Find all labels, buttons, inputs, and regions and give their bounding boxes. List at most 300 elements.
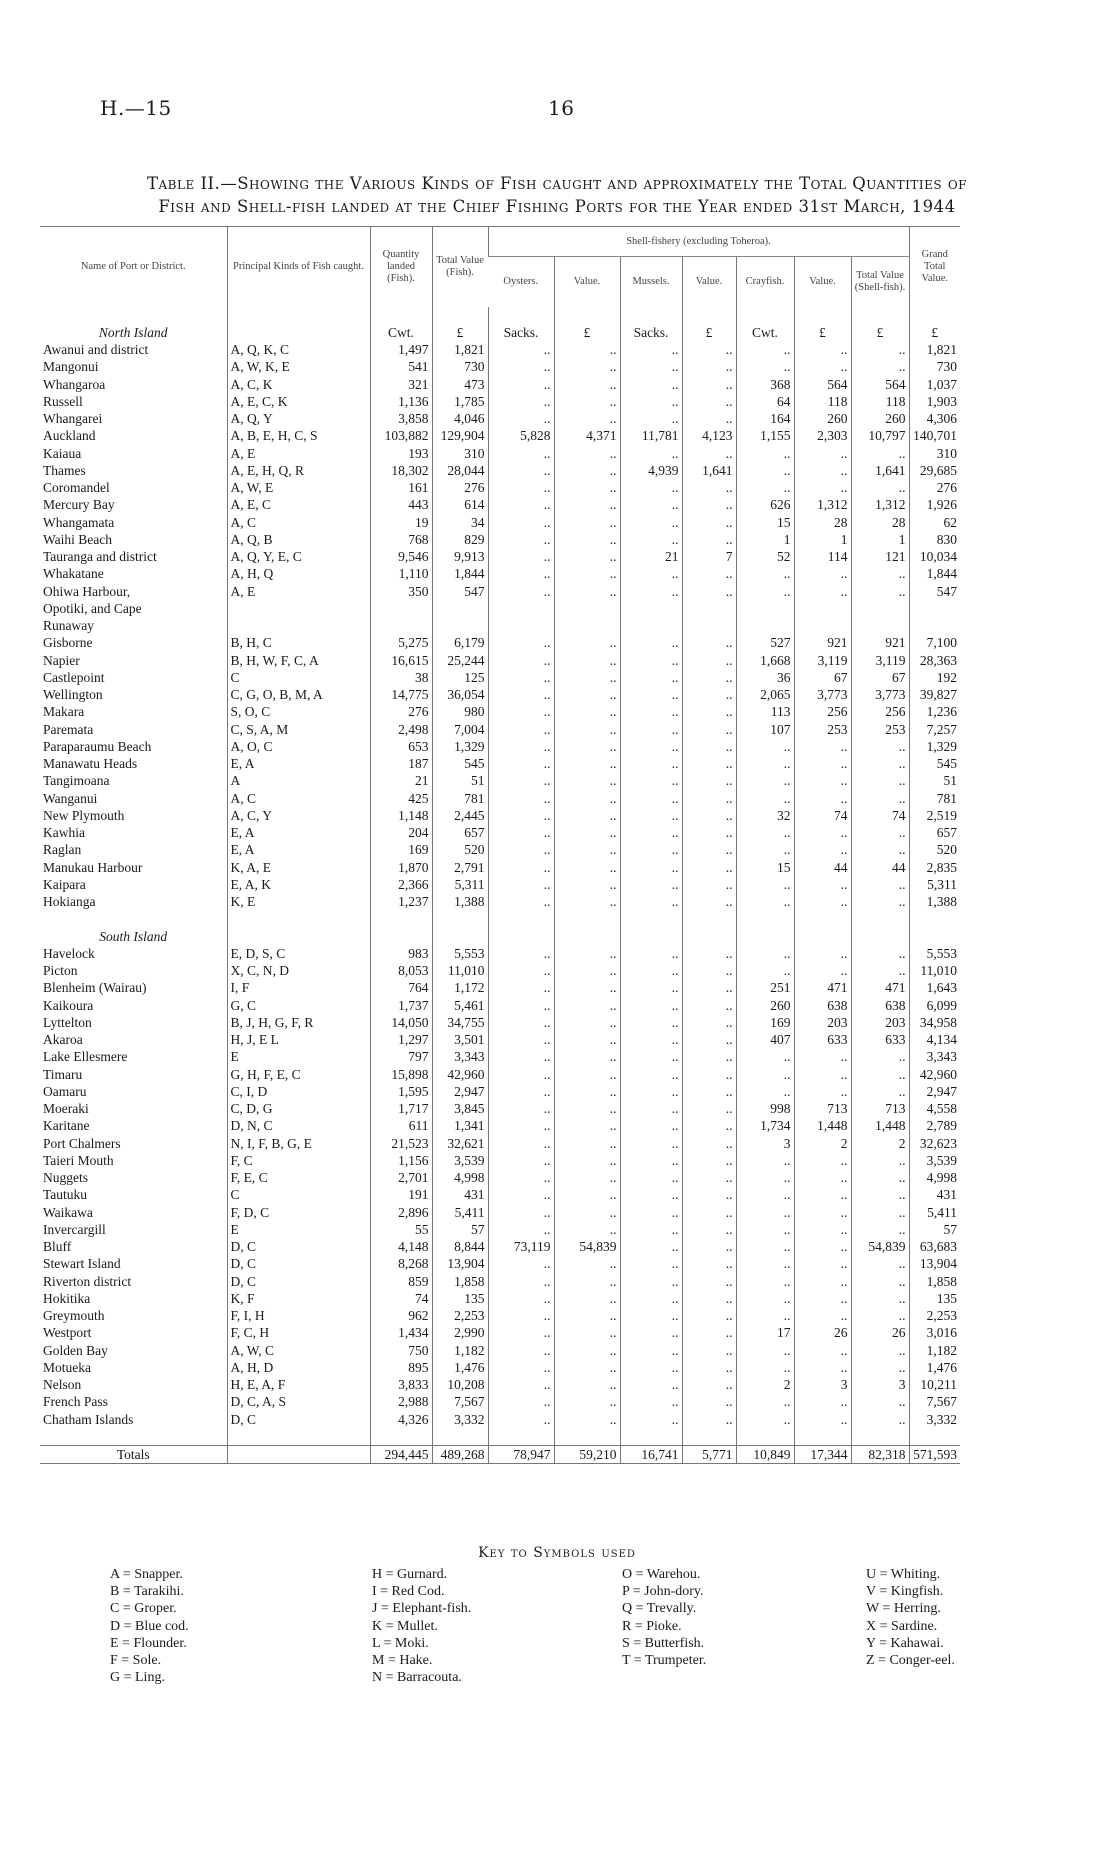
value-cell: .. <box>682 410 736 427</box>
value-cell: .. <box>736 772 794 789</box>
value-cell: 10,797 <box>851 427 909 444</box>
value-cell: .. <box>488 876 554 893</box>
port-name-cell: Russell <box>43 393 83 409</box>
value-cell: 8,268 <box>370 1255 432 1272</box>
value-cell: .. <box>620 393 682 410</box>
value-cell <box>736 617 794 634</box>
value-cell: 51 <box>909 772 960 789</box>
table-row <box>40 1238 960 1255</box>
key-entry: C = Groper. <box>110 1601 177 1617</box>
fish-kinds-cell: A, Q, K, C <box>227 341 370 358</box>
value-cell: .. <box>554 962 620 979</box>
fish-kinds-cell: F, C <box>227 1152 370 1169</box>
value-cell: .. <box>488 1393 554 1410</box>
value-cell: 74 <box>851 807 909 824</box>
value-cell: .. <box>620 1324 682 1341</box>
key-entry: V = Kingfish. <box>866 1584 944 1600</box>
key-entry: Z = Conger-eel. <box>866 1653 955 1669</box>
value-cell: 768 <box>370 531 432 548</box>
port-name-cell: Waikawa <box>43 1204 93 1220</box>
value-cell: .. <box>682 1376 736 1393</box>
value-cell: 2,988 <box>370 1393 432 1410</box>
value-cell: .. <box>488 1359 554 1376</box>
fish-kinds-cell: A, E, C <box>227 496 370 513</box>
value-cell: 713 <box>794 1100 851 1117</box>
total-value-cell: 16,741 <box>620 1446 682 1464</box>
value-cell: .. <box>851 1204 909 1221</box>
value-cell: 3,773 <box>794 686 851 703</box>
value-cell: 2,896 <box>370 1204 432 1221</box>
fish-kinds-cell: E, D, S, C <box>227 945 370 962</box>
value-cell: 527 <box>736 634 794 651</box>
value-cell: .. <box>488 841 554 858</box>
value-cell: .. <box>851 1411 909 1428</box>
table-row <box>40 1324 960 1341</box>
value-cell: .. <box>682 962 736 979</box>
value-cell: .. <box>554 445 620 462</box>
value-cell: .. <box>794 1083 851 1100</box>
value-cell: .. <box>488 703 554 720</box>
value-cell: .. <box>682 1290 736 1307</box>
value-cell: 192 <box>909 669 960 686</box>
value-cell: 125 <box>432 669 488 686</box>
col-header-oysters: Oysters. <box>503 275 539 287</box>
fish-kinds-cell: A, C <box>227 790 370 807</box>
value-cell: 980 <box>432 703 488 720</box>
value-cell: 1,641 <box>682 462 736 479</box>
value-cell: .. <box>554 1393 620 1410</box>
fish-kinds-cell: E, A <box>227 755 370 772</box>
value-cell: 1,844 <box>432 565 488 582</box>
value-cell: 657 <box>909 824 960 841</box>
table-row <box>40 1411 960 1428</box>
value-cell: 1,926 <box>909 496 960 513</box>
value-cell: 1,858 <box>432 1273 488 1290</box>
value-cell: .. <box>851 1066 909 1083</box>
fish-kinds-cell: B, H, W, F, C, A <box>227 652 370 669</box>
value-cell: .. <box>488 1014 554 1031</box>
key-entry: E = Flounder. <box>110 1635 187 1651</box>
key-entry: H = Gurnard. <box>372 1567 448 1582</box>
fish-kinds-cell: I, F <box>227 979 370 996</box>
value-cell: .. <box>554 1152 620 1169</box>
value-cell: .. <box>682 703 736 720</box>
value-cell: 10,211 <box>909 1376 960 1393</box>
value-cell: 797 <box>370 1048 432 1065</box>
value-cell: .. <box>736 341 794 358</box>
value-cell: 1,172 <box>432 979 488 996</box>
value-cell: 1,497 <box>370 341 432 358</box>
value-cell: .. <box>620 1238 682 1255</box>
value-cell: .. <box>488 479 554 496</box>
value-cell: .. <box>554 859 620 876</box>
value-cell: .. <box>682 1169 736 1186</box>
value-cell: .. <box>682 1100 736 1117</box>
value-cell: 276 <box>370 703 432 720</box>
value-cell: .. <box>488 410 554 427</box>
col-header-mussel-value: Value. <box>682 257 736 307</box>
port-name-cell: Whangarei <box>43 411 103 426</box>
value-cell: .. <box>682 583 736 600</box>
value-cell: 203 <box>851 1014 909 1031</box>
fish-kinds-cell: A, C, Y <box>227 807 370 824</box>
value-cell <box>682 617 736 634</box>
value-cell: .. <box>554 358 620 375</box>
value-cell: .. <box>620 496 682 513</box>
value-cell: 653 <box>370 738 432 755</box>
value-cell: .. <box>620 669 682 686</box>
key-entry: X = Sardine. <box>866 1618 938 1634</box>
port-name-cell: Ohiwa Harbour, <box>43 583 131 599</box>
value-cell: 310 <box>432 445 488 462</box>
value-cell: .. <box>488 790 554 807</box>
value-cell: 32,623 <box>909 1135 960 1152</box>
value-cell: 962 <box>370 1307 432 1324</box>
value-cell: .. <box>682 1014 736 1031</box>
value-cell: 1,388 <box>432 893 488 910</box>
value-cell: 25,244 <box>432 652 488 669</box>
value-cell: .. <box>682 1393 736 1410</box>
fish-kinds-cell: S, O, C <box>227 703 370 720</box>
value-cell: .. <box>620 341 682 358</box>
value-cell: 7,004 <box>432 721 488 738</box>
value-cell: 52 <box>736 548 794 565</box>
value-cell: 10,034 <box>909 548 960 565</box>
value-cell: .. <box>682 738 736 755</box>
value-cell: 1,329 <box>432 738 488 755</box>
key-entry: G = Ling. <box>110 1670 165 1686</box>
value-cell: 730 <box>909 358 960 375</box>
table-row <box>40 1290 960 1307</box>
value-cell: 74 <box>370 1290 432 1307</box>
fish-kinds-cell: A, O, C <box>227 738 370 755</box>
value-cell: .. <box>736 755 794 772</box>
title-line-2: Fish and Shell-fish landed at the Chief Fishing Ports for the Year ended 31st March, 1944 <box>158 197 956 216</box>
value-cell: 2,947 <box>432 1083 488 1100</box>
total-value-cell: 10,849 <box>736 1446 794 1464</box>
table-row <box>40 1152 960 1169</box>
value-cell: 633 <box>794 1031 851 1048</box>
port-name-cell: Auckland <box>43 428 96 444</box>
value-cell: 2,990 <box>432 1324 488 1341</box>
value-cell: .. <box>620 790 682 807</box>
value-cell: 187 <box>370 755 432 772</box>
total-value-cell: 489,268 <box>432 1446 488 1464</box>
value-cell: 28,044 <box>432 462 488 479</box>
value-cell: 3,332 <box>432 1411 488 1428</box>
value-cell: .. <box>488 1255 554 1272</box>
table-row <box>40 669 960 686</box>
value-cell: 169 <box>736 1014 794 1031</box>
value-cell <box>620 600 682 617</box>
value-cell: .. <box>682 1204 736 1221</box>
unit-label: Sacks. <box>620 324 682 341</box>
port-name-cell: Havelock <box>43 945 95 961</box>
value-cell: 26 <box>851 1324 909 1341</box>
value-cell: 5,411 <box>432 1204 488 1221</box>
value-cell: 1,476 <box>432 1359 488 1376</box>
value-cell: 29,685 <box>909 462 960 479</box>
value-cell: 564 <box>851 376 909 393</box>
value-cell <box>432 617 488 634</box>
value-cell: .. <box>554 1135 620 1152</box>
value-cell: 1 <box>736 531 794 548</box>
value-cell <box>851 600 909 617</box>
value-cell: 4,998 <box>909 1169 960 1186</box>
value-cell: .. <box>736 1290 794 1307</box>
table-row <box>40 1117 960 1134</box>
table-row <box>40 583 960 600</box>
value-cell: .. <box>794 1169 851 1186</box>
value-cell: 3,539 <box>909 1152 960 1169</box>
value-cell: .. <box>620 772 682 789</box>
fish-kinds-cell: K, A, E <box>227 859 370 876</box>
value-cell: 42,960 <box>909 1066 960 1083</box>
value-cell: .. <box>620 1135 682 1152</box>
value-cell: .. <box>620 1342 682 1359</box>
value-cell: 73,119 <box>488 1238 554 1255</box>
value-cell: 1,148 <box>370 807 432 824</box>
value-cell: .. <box>851 1393 909 1410</box>
value-cell: 547 <box>909 583 960 600</box>
port-name-cell: Invercargill <box>43 1221 106 1237</box>
value-cell: .. <box>736 738 794 755</box>
fish-kinds-cell: D, C <box>227 1255 370 1272</box>
value-cell: 4,148 <box>370 1238 432 1255</box>
table-row <box>40 1100 960 1117</box>
value-cell: .. <box>682 669 736 686</box>
value-cell: 6,179 <box>432 634 488 651</box>
port-name-cell: Opotiki, and Cape <box>43 600 142 616</box>
title-line-1: Table II.—Showing the Various Kinds of Fish caught and approximately the Total Quantities of <box>146 174 968 193</box>
value-cell: .. <box>794 790 851 807</box>
value-cell: .. <box>554 1204 620 1221</box>
value-cell <box>554 600 620 617</box>
port-name-cell: Tautuku <box>43 1187 88 1203</box>
value-cell: 5,553 <box>432 945 488 962</box>
value-cell: .. <box>736 1359 794 1376</box>
fish-kinds-cell: A, E, H, Q, R <box>227 462 370 479</box>
value-cell: 251 <box>736 979 794 996</box>
value-cell: 118 <box>851 393 909 410</box>
fish-kinds-cell: A, W, C <box>227 1342 370 1359</box>
value-cell: .. <box>682 358 736 375</box>
value-cell: .. <box>736 1393 794 1410</box>
value-cell: .. <box>851 341 909 358</box>
value-cell: .. <box>620 1411 682 1428</box>
port-name-cell: Wellington <box>43 687 103 702</box>
port-name-cell: Timaru <box>43 1066 83 1082</box>
value-cell: 63,683 <box>909 1238 960 1255</box>
value-cell: .. <box>620 945 682 962</box>
value-cell: 1,236 <box>909 703 960 720</box>
value-cell: 14,775 <box>370 686 432 703</box>
value-cell: 276 <box>909 479 960 496</box>
value-cell: 32,621 <box>432 1135 488 1152</box>
value-cell: .. <box>620 445 682 462</box>
key-entry: J = Elephant-fish. <box>372 1601 472 1617</box>
value-cell: .. <box>682 514 736 531</box>
value-cell: .. <box>620 1014 682 1031</box>
page-number: 16 <box>548 96 575 120</box>
value-cell: .. <box>554 772 620 789</box>
table-row <box>40 1186 960 1203</box>
fish-kinds-cell: E, A <box>227 824 370 841</box>
value-cell: .. <box>682 1255 736 1272</box>
table-row <box>40 1307 960 1324</box>
table-row <box>40 686 960 703</box>
value-cell: 135 <box>432 1290 488 1307</box>
table-row <box>40 1135 960 1152</box>
value-cell: 2,303 <box>794 427 851 444</box>
value-cell: .. <box>682 1307 736 1324</box>
value-cell: 1,448 <box>851 1117 909 1134</box>
value-cell: .. <box>794 738 851 755</box>
key-title: Key to Symbols used <box>478 1545 636 1561</box>
port-name-cell: Nuggets <box>43 1170 88 1185</box>
table-row <box>40 979 960 996</box>
col-header-mussels: Mussels. <box>620 257 682 307</box>
value-cell: .. <box>682 1117 736 1134</box>
port-name-cell: Kawhia <box>43 825 85 840</box>
port-name-cell: Mangonui <box>43 359 99 375</box>
value-cell: .. <box>620 1221 682 1238</box>
value-cell: .. <box>682 1221 736 1238</box>
value-cell: 321 <box>370 376 432 393</box>
value-cell: .. <box>488 979 554 996</box>
value-cell: .. <box>488 1376 554 1393</box>
col-header-value: Total Value (Fish). <box>432 227 488 307</box>
value-cell: .. <box>851 755 909 772</box>
value-cell: 260 <box>794 410 851 427</box>
value-cell: .. <box>554 341 620 358</box>
value-cell: .. <box>682 1031 736 1048</box>
value-cell: .. <box>620 1204 682 1221</box>
table-row <box>40 1031 960 1048</box>
value-cell: .. <box>488 686 554 703</box>
value-cell: .. <box>736 962 794 979</box>
value-cell: .. <box>488 1273 554 1290</box>
value-cell: 407 <box>736 1031 794 1048</box>
value-cell: .. <box>620 1290 682 1307</box>
value-cell: 3,501 <box>432 1031 488 1048</box>
value-cell: .. <box>682 445 736 462</box>
value-cell: 54,839 <box>851 1238 909 1255</box>
fish-kinds-cell: C <box>227 1186 370 1203</box>
value-cell: 34,755 <box>432 1014 488 1031</box>
value-cell: 107 <box>736 721 794 738</box>
fish-kinds-cell: C, D, G <box>227 1100 370 1117</box>
value-cell: 36,054 <box>432 686 488 703</box>
value-cell: .. <box>682 772 736 789</box>
value-cell: 1,388 <box>909 893 960 910</box>
value-cell: .. <box>554 1359 620 1376</box>
value-cell: 15 <box>736 514 794 531</box>
value-cell: .. <box>554 1273 620 1290</box>
value-cell: 829 <box>432 531 488 548</box>
value-cell: 67 <box>794 669 851 686</box>
port-name-cell: Blenheim (Wairau) <box>43 980 147 996</box>
value-cell: 730 <box>432 358 488 375</box>
port-name-cell: Port Chalmers <box>43 1135 121 1151</box>
fish-kinds-cell: K, E <box>227 893 370 910</box>
value-cell: 62 <box>909 514 960 531</box>
table-row <box>40 652 960 669</box>
port-name-cell: Westport <box>43 1325 92 1341</box>
value-cell: 4,046 <box>432 410 488 427</box>
fish-kinds-cell: F, D, C <box>227 1204 370 1221</box>
value-cell: .. <box>620 807 682 824</box>
port-name-cell: Motueka <box>43 1359 91 1375</box>
value-cell: 7,567 <box>432 1393 488 1410</box>
port-name-cell: Paremata <box>43 721 94 737</box>
value-cell: .. <box>554 841 620 858</box>
fish-kinds-cell: F, I, H <box>227 1307 370 1324</box>
fish-kinds-cell: G, H, F, E, C <box>227 1066 370 1083</box>
value-cell: .. <box>682 755 736 772</box>
value-cell: .. <box>488 531 554 548</box>
table-row <box>40 772 960 789</box>
value-cell: .. <box>851 876 909 893</box>
value-cell: 3,016 <box>909 1324 960 1341</box>
value-cell: .. <box>794 358 851 375</box>
value-cell: 2,253 <box>432 1307 488 1324</box>
value-cell: .. <box>554 686 620 703</box>
value-cell: .. <box>682 721 736 738</box>
value-cell: 1,434 <box>370 1324 432 1341</box>
value-cell <box>736 600 794 617</box>
value-cell: .. <box>620 1083 682 1100</box>
value-cell: .. <box>488 583 554 600</box>
value-cell: 998 <box>736 1100 794 1117</box>
value-cell: .. <box>682 997 736 1014</box>
value-cell: .. <box>554 1117 620 1134</box>
value-cell: 2,519 <box>909 807 960 824</box>
value-cell <box>488 600 554 617</box>
value-cell <box>432 600 488 617</box>
value-cell: 2,947 <box>909 1083 960 1100</box>
value-cell: .. <box>620 1048 682 1065</box>
value-cell: 21 <box>620 548 682 565</box>
key-entry: O = Warehou. <box>622 1567 701 1582</box>
table-row <box>40 790 960 807</box>
value-cell: 8,053 <box>370 962 432 979</box>
total-value-cell: 571,593 <box>909 1446 960 1464</box>
value-cell: 28,363 <box>909 652 960 669</box>
fish-kinds-cell: A <box>227 772 370 789</box>
value-cell: 471 <box>794 979 851 996</box>
value-cell: .. <box>794 1221 851 1238</box>
value-cell: .. <box>554 1066 620 1083</box>
value-cell: 431 <box>432 1186 488 1203</box>
total-value-cell: 59,210 <box>554 1446 620 1464</box>
value-cell: .. <box>851 841 909 858</box>
value-cell: .. <box>736 358 794 375</box>
value-cell: 1,734 <box>736 1117 794 1134</box>
key-entry: L = Moki. <box>372 1635 429 1651</box>
value-cell: .. <box>620 376 682 393</box>
value-cell: 350 <box>370 583 432 600</box>
value-cell: .. <box>554 807 620 824</box>
value-cell: .. <box>794 565 851 582</box>
table-row <box>40 945 960 962</box>
value-cell: .. <box>620 824 682 841</box>
value-cell <box>488 617 554 634</box>
value-cell: .. <box>851 790 909 807</box>
value-cell: .. <box>620 876 682 893</box>
value-cell: 638 <box>851 997 909 1014</box>
table-row <box>40 514 960 531</box>
